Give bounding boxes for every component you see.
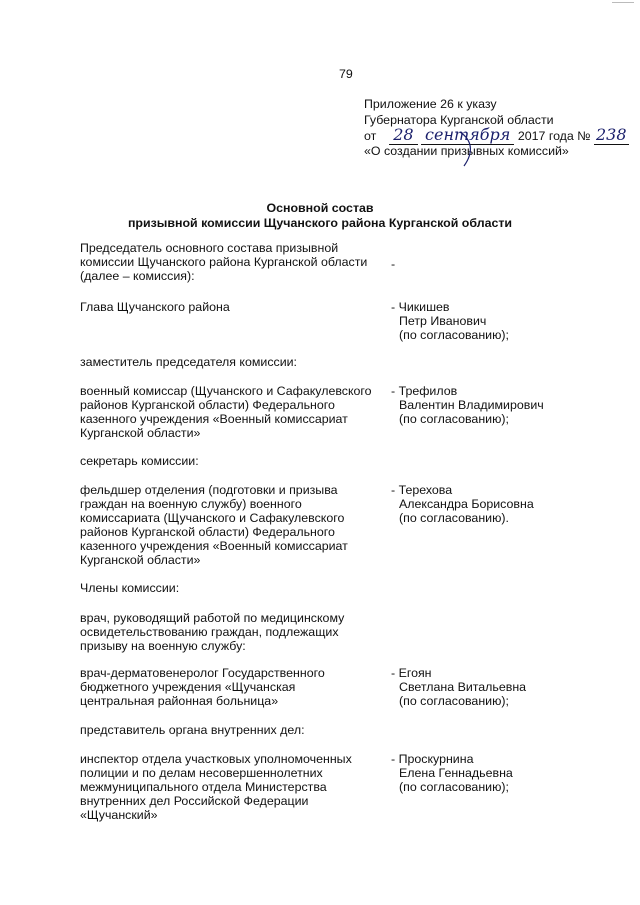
text-line: Члены комиссии: (80, 581, 180, 595)
text-line: казенного учреждения «Военный комиссариат (80, 412, 348, 426)
section-secretary (80, 454, 199, 468)
text-line: заместитель председателя комиссии: (80, 355, 297, 369)
section-members (80, 581, 179, 595)
date-day: 28 (389, 125, 417, 145)
text-line: инспектор отдела участковых уполномоченных (80, 752, 352, 766)
text-line: внутренних дел Российской Федерации (80, 794, 309, 808)
entry-military-commissar-person (391, 384, 544, 426)
entry-police-inspector-role (80, 752, 352, 822)
text-line: районов Курганской области) Федерального (80, 525, 335, 539)
text-line: Александра Борисовна (399, 497, 534, 511)
text-line: Курганской области» (80, 553, 201, 567)
date-month: сентября (421, 125, 514, 145)
text-line: Глава Щучанского района (80, 300, 230, 314)
text-line: (далее – комиссия): (80, 269, 195, 283)
section-doctor-in-charge (80, 611, 344, 653)
entry-paramedic-person (391, 483, 534, 525)
text-line: (по согласованию); (399, 412, 509, 426)
text-line: Елена Геннадьевна (399, 766, 513, 780)
text-line: (по согласованию). (399, 511, 509, 525)
text-line: комиссариата (Щучанского и Сафакулевского (80, 511, 345, 525)
text-line: Валентин Владимирович (399, 398, 544, 412)
entry-dermatologist-role (80, 666, 325, 708)
text-line: «Щучанский» (80, 808, 158, 822)
title-line-1: Основной состав (266, 201, 374, 215)
entry-head-of-district-role (80, 300, 230, 314)
text-line: Председатель основного состава призывной (80, 241, 339, 255)
text-line: секретарь комиссии: (80, 454, 199, 468)
text-line: врач-дерматовенеролог Государственного (80, 666, 325, 680)
text-line: освидетельствованию граждан, подлежащих (80, 625, 339, 639)
entry-military-commissar-role (80, 384, 372, 440)
date-year-label: 2017 года № (517, 129, 591, 143)
entry-chairman-dash (391, 257, 395, 271)
section-deputy-chairman (80, 355, 297, 369)
text-line: Курганской области» (80, 426, 201, 440)
text-line: - Егоян (391, 666, 432, 680)
scan-mark (612, 2, 634, 3)
text-line: - Трефилов (391, 384, 458, 398)
text-line: фельдшер отделения (подготовки и призыва (80, 483, 338, 497)
text-line: казенного учреждения «Военный комиссариат (80, 539, 348, 553)
appendix-decree-title: «О создании призывных комиссий» (364, 144, 569, 158)
text-line: призыву на военную службу: (80, 639, 246, 653)
appendix-date-line (364, 125, 629, 144)
text-line: межмуниципального отдела Министерства (80, 780, 327, 794)
text-line: - Проскурнина (391, 752, 474, 766)
text-line: центральная районная больница» (80, 694, 279, 708)
text-line: (по согласованию); (399, 328, 509, 342)
text-line: - Терехова (391, 483, 453, 497)
text-line: бюджетного учреждения «Щучанская (80, 680, 296, 694)
text-line: представитель органа внутренних дел: (80, 723, 305, 737)
text-line: - Чикишев (391, 300, 450, 314)
entry-dermatologist-person (391, 666, 526, 708)
entry-head-of-district-person (391, 300, 509, 342)
entry-paramedic-role (80, 483, 348, 567)
text-line: Светлана Витальевна (399, 680, 527, 694)
text-line: - (391, 257, 396, 271)
text-line: полиции и по делам несовершеннолетних (80, 766, 323, 780)
text-line: комиссии Щучанского района Курганской области (80, 255, 368, 269)
appendix-line-1: Приложение 26 к указу (364, 97, 497, 111)
decree-number: 238 (596, 125, 627, 144)
text-line: районов Курганской области) Федерального (80, 398, 335, 412)
entry-chairman-role (80, 241, 367, 283)
appendix-line-2: Губернатора Курганской области (364, 113, 554, 127)
text-line: (по согласованию); (399, 780, 509, 794)
title-line-2: призывной комиссии Щучанского района Курганской области (127, 216, 513, 230)
section-police-representative (80, 723, 305, 737)
text-line: (по согласованию); (399, 694, 509, 708)
text-line: врач, руководящий работой по медицинскому (80, 611, 345, 625)
entry-police-inspector-person (391, 752, 513, 794)
text-line: Петр Иванович (399, 314, 487, 328)
handwritten-stroke (458, 130, 478, 170)
text-line: граждан на военную службу) военного (80, 497, 302, 511)
text-line: военный комиссар (Щучанского и Сафакулевского (80, 384, 372, 398)
date-from-label: от (364, 129, 377, 143)
page-number: 79 (339, 67, 353, 81)
